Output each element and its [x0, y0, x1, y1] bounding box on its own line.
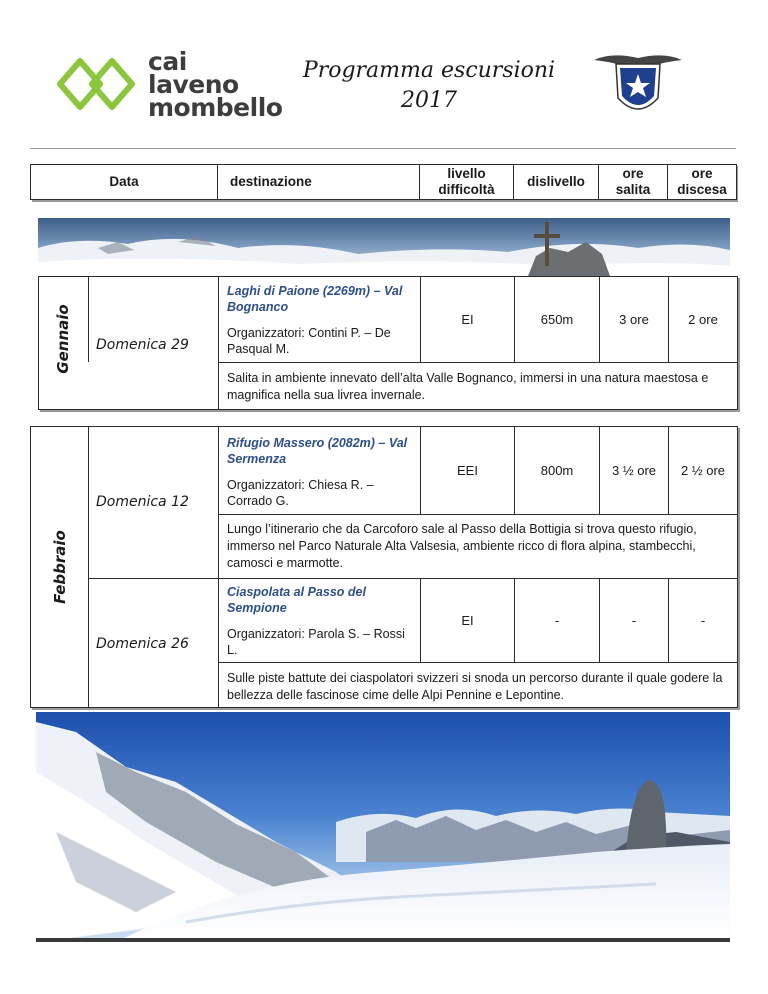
page-title: Programma escursioni: [302, 58, 556, 83]
event-destination: Ciaspolata al Passo del Sempione: [227, 585, 366, 615]
cai-eagle-emblem-icon: [592, 50, 684, 122]
event-description: Sulle piste battute dei ciaspolatori svizzeri si snoda un percorso durante il quale godere la bellezza delle fascinose cime delle Alpi Pennine e Lepontine.: [227, 671, 723, 702]
club-logo-text: cai laveno mombello: [148, 47, 283, 122]
event-destination: Laghi di Paione (2269m) – Val Bognanco: [227, 284, 403, 314]
event-descent-time: 2 ½ ore: [680, 462, 726, 478]
event-destination: Rifugio Massero (2082m) – Val Sermenza: [227, 436, 408, 466]
column-header-descent: ore discesa: [667, 164, 737, 200]
event-level: EEI: [457, 462, 478, 478]
event-date: Domenica 29: [96, 337, 189, 353]
column-header-ascent: ore salita: [598, 164, 668, 200]
event-organizers: Organizzatori: Contini P. – De Pasqual M.: [227, 326, 391, 356]
event-date: Domenica 26: [96, 636, 189, 652]
page-year: 2017: [401, 88, 457, 113]
event-ascent-time: 3 ore: [619, 311, 649, 327]
event-level: EI: [461, 612, 474, 628]
column-header-destination: destinazione: [217, 164, 420, 200]
event-destination-cell: [227, 435, 413, 509]
event-description: Salita in ambiente innevato dell’alta Valle Bognanco, immersi in una natura maestosa e magnifica nella sua livrea invernale.: [227, 371, 709, 402]
event-ascent-time: 3 ½ ore: [611, 462, 657, 478]
event-descent-time: 2 ore: [688, 311, 718, 327]
summit-cross-photo: [38, 218, 730, 276]
column-header-elevation: dislivello: [513, 164, 599, 200]
month-label-gennaio: Gennaio: [54, 304, 72, 374]
column-header-level: livello difficoltà: [419, 164, 514, 200]
event-date: Domenica 12: [96, 494, 189, 510]
event-level: EI: [461, 311, 474, 327]
event-elevation: 800m: [540, 462, 574, 478]
column-header-date: Data: [30, 164, 218, 200]
event-organizers: Organizzatori: Chiesa R. – Corrado G.: [227, 478, 374, 508]
event-descent-time: -: [700, 612, 706, 628]
event-elevation: 650m: [540, 311, 574, 327]
month-label-febbraio: Febbraio: [51, 530, 69, 604]
event-organizers: Organizzatori: Parola S. – Rossi L.: [227, 627, 405, 657]
alpine-landscape-photo: [36, 712, 730, 942]
header-divider: [30, 148, 736, 149]
event-destination-cell: [227, 283, 413, 357]
event-elevation: -: [554, 612, 560, 628]
event-destination-cell: [227, 584, 413, 658]
event-description: Lungo l’itinerario che da Carcoforo sale al Passo della Bottigia si trova questo rifugio, immerso nel Parco Naturale Alta Valsesia, ambiente ricco di flora alpina, stambecchi, camosci e marmotte.: [227, 522, 697, 570]
event-ascent-time: -: [631, 612, 637, 628]
